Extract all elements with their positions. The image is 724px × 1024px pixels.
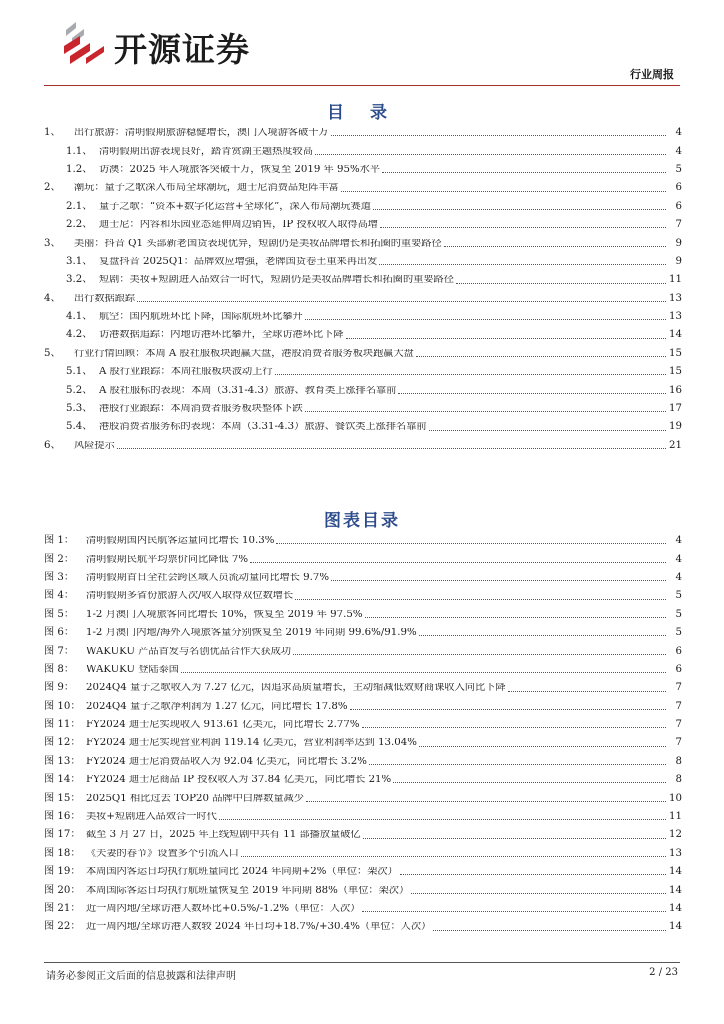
- toc-entry-number: 5.4、: [66, 421, 93, 433]
- toc-entry-number: 5.2、: [66, 384, 93, 396]
- toc-entry[interactable]: [44, 175, 682, 193]
- footer-divider: [44, 962, 680, 963]
- toc-entry-number: 1.1、: [66, 145, 93, 157]
- company-logo: [60, 18, 290, 68]
- figure-entry-leader-dots: [363, 838, 666, 839]
- toc-entry[interactable]: [44, 138, 682, 156]
- figure-entry-title: FY2024 迪士尼实现收入 913.61 亿美元，同比增长 2.77%: [86, 720, 360, 731]
- figure-entry-page: 6: [675, 663, 682, 675]
- figure-list: [44, 528, 682, 933]
- toc-entry-title: 港股行业跟踪：本周消费者服务板块整体下跌: [99, 404, 303, 415]
- toc-entry-leader-dots: [315, 154, 666, 155]
- toc-entry-page: 4: [675, 127, 682, 139]
- toc-entry-number: 1.2、: [66, 163, 93, 175]
- figure-entry-leader-dots: [293, 654, 666, 655]
- figure-entry[interactable]: [44, 914, 682, 932]
- toc-entry-leader-dots: [137, 301, 666, 302]
- figure-entry-leader-dots: [362, 911, 666, 912]
- figure-entry-title: 1-2 月澳门内地/海外入境旅客量分别恢复至 2019 年同期 99.6%/91.9%: [86, 628, 417, 639]
- toc-entry-page: 13: [669, 292, 682, 304]
- figure-entry[interactable]: [44, 602, 682, 620]
- figure-entry-number: 图 7：: [44, 645, 75, 657]
- page-number: 2 / 23: [649, 967, 678, 978]
- toc-entry-number: 4.2、: [66, 329, 93, 341]
- figure-entry-page: 4: [675, 535, 682, 547]
- toc-entry-leader-dots: [117, 448, 666, 449]
- toc-entry-page: 13: [669, 311, 682, 323]
- figure-entry[interactable]: [44, 804, 682, 822]
- toc-entry-number: 1、: [44, 127, 61, 139]
- toc-entry-leader-dots: [382, 172, 666, 173]
- toc-entry-number: 2、: [44, 182, 61, 194]
- toc-entry-page: 7: [675, 219, 682, 231]
- figure-entry-title: 清明假期国内民航客运量同比增长 10.3%: [86, 536, 275, 547]
- toc-entry-leader-dots: [379, 264, 666, 265]
- figure-entry-title: 截至 3 月 27 日，2025 年上线短剧中共有 11 部播放量破亿: [86, 830, 361, 841]
- toc-entry-page: 4: [675, 145, 682, 157]
- figure-entry-title: FY2024 迪士尼消费品收入为 92.04 亿美元，同比增长 3.2%: [86, 756, 367, 767]
- figure-entry-number: 图 1：: [44, 535, 75, 547]
- figure-entry-title: 2025Q1 相比过去 TOP20 品牌中白牌数量减少: [86, 793, 304, 804]
- toc-entry-title: 迪士尼：内容和乐园业态延伸周边销售，IP 授权收入取得高增: [99, 220, 378, 231]
- toc-entry-leader-dots: [398, 393, 666, 394]
- figure-entry[interactable]: [44, 620, 682, 638]
- toc-entry-title: A 股社服标的表现：本周（3.31-4.3）旅游、教育类上涨排名靠前: [99, 385, 397, 396]
- toc-entry-title: 短剧：美妆+短剧进入品效合一时代，短剧仍是美妆品牌增长和拓圈的重要路径: [99, 275, 454, 286]
- figure-entry-number: 图 20：: [44, 884, 81, 896]
- figure-entry-number: 图 5：: [44, 608, 75, 620]
- figure-entry[interactable]: [44, 785, 682, 803]
- toc-entry-page: 9: [675, 255, 682, 267]
- toc-entry-number: 3、: [44, 237, 61, 249]
- toc-entry-title: 港股消费者服务标的表现：本周（3.31-4.3）旅游、餐饮类上涨排名靠前: [99, 422, 427, 433]
- figure-entry-page: 5: [675, 608, 682, 620]
- figure-entry-number: 图 21：: [44, 903, 81, 914]
- toc-entry-title: 潮玩：量子之歌深入布局全球潮玩，迪士尼消费品矩阵丰富: [74, 183, 339, 194]
- figure-entry-leader-dots: [400, 874, 666, 875]
- toc-entry-leader-dots: [331, 135, 666, 136]
- figure-entry-leader-dots: [241, 856, 666, 857]
- toc-entry-page: 16: [669, 384, 682, 396]
- figure-entry-leader-dots: [369, 764, 666, 765]
- toc-entry-title: 航空：国内航班环比下降，国际航班环比攀升: [99, 312, 303, 323]
- figure-entry-title: 近一周内地/全球访港人数较 2024 年日均+18.7%/+30.4%（单位：人次）: [86, 922, 432, 933]
- figure-entry[interactable]: [44, 546, 682, 564]
- figure-entry-page: 7: [675, 700, 682, 712]
- figure-entry-leader-dots: [306, 801, 666, 802]
- figure-entry-number: 图 2：: [44, 553, 75, 565]
- figure-entry-page: 14: [669, 903, 682, 914]
- toc-entry[interactable]: [44, 267, 682, 285]
- kaiyuan-logo-mark-icon: [60, 18, 110, 68]
- toc-entry-page: 19: [669, 421, 682, 433]
- figure-entry-title: 《夫妻的春节》设置多个引流入口: [86, 848, 239, 859]
- toc-entry-leader-dots: [305, 319, 666, 320]
- toc-entry-number: 2.1、: [66, 200, 93, 212]
- figure-entry-page: 12: [669, 829, 682, 841]
- figure-entry-page: 8: [675, 755, 682, 767]
- toc-title: 目 录: [327, 103, 397, 123]
- toc-entry[interactable]: [44, 230, 682, 248]
- figure-entry-leader-dots: [365, 617, 666, 618]
- figure-entry-number: 图 4：: [44, 590, 75, 602]
- toc-entry-title: 量子之歌：“资本+数字化运营+全球化”，深入布局潮玩赛道: [99, 201, 371, 212]
- toc-entry-leader-dots: [275, 374, 666, 375]
- figure-entry-number: 图 12：: [44, 737, 81, 749]
- header-divider: [44, 85, 680, 86]
- toc-entry[interactable]: [44, 359, 682, 377]
- figure-entry[interactable]: [44, 841, 682, 859]
- toc-entry-number: 4、: [44, 292, 61, 304]
- figure-entry-leader-dots: [219, 819, 666, 820]
- toc-entry-title: 复盘抖音 2025Q1：品牌效应增强，老牌国货卷土重来再出发: [99, 256, 378, 267]
- figure-entry-title: WAKUKU 产品首发与名创优品合作大获成功: [86, 646, 292, 657]
- figure-entry[interactable]: [44, 565, 682, 583]
- figure-entry-number: 图 11：: [44, 719, 81, 731]
- figure-entry-page: 4: [675, 553, 682, 565]
- figure-entry-page: 14: [669, 884, 682, 896]
- toc-entry[interactable]: [44, 341, 682, 359]
- figure-entry[interactable]: [44, 583, 682, 601]
- figure-entry-page: 7: [675, 737, 682, 749]
- toc-entry[interactable]: [44, 414, 682, 432]
- figure-entry[interactable]: [44, 675, 682, 693]
- figure-entry-leader-dots: [433, 930, 666, 931]
- toc-entry[interactable]: [44, 377, 682, 395]
- figure-entry[interactable]: [44, 822, 682, 840]
- toc-entry-title: 出行旅游：清明假期旅游稳健增长，澳门入境游客破千万: [74, 128, 329, 139]
- toc-entry-leader-dots: [341, 191, 666, 192]
- toc-entry-page: 5: [675, 163, 682, 175]
- toc-entry-leader-dots: [456, 283, 666, 284]
- figure-entry[interactable]: [44, 712, 682, 730]
- figure-entry-leader-dots: [331, 580, 666, 581]
- figure-entry[interactable]: [44, 896, 682, 914]
- figure-entry-page: 7: [675, 682, 682, 694]
- toc-entry-number: 4.1、: [66, 311, 93, 323]
- figure-entry-title: 1-2 月澳门入境旅客同比增长 10%，恢复至 2019 年 97.5%: [86, 609, 363, 620]
- figure-entry-number: 图 13：: [44, 755, 81, 767]
- figure-entry-number: 图 10：: [44, 700, 81, 712]
- figure-entry[interactable]: [44, 638, 682, 656]
- page-header: [0, 0, 724, 90]
- toc-entry-page: 11: [669, 274, 682, 286]
- toc-entry-title: 美丽：抖音 Q1 头部新老国货表现优异，短剧仍是美妆品牌增长和拓圈的重要路径: [74, 238, 442, 249]
- toc-entry-number: 3.2、: [66, 274, 93, 286]
- toc-entry-leader-dots: [373, 209, 666, 210]
- figures-title: 图表目录: [324, 511, 400, 531]
- toc-entry-leader-dots: [380, 227, 666, 228]
- figure-entry-number: 图 19：: [44, 866, 81, 878]
- figure-entry-page: 4: [675, 571, 682, 583]
- toc-entry-leader-dots: [305, 411, 666, 412]
- toc-entry-page: 15: [669, 366, 682, 378]
- figure-entry-title: 本周国际客运日均执行航班量恢复至 2019 年同期 88%（单位：架次）: [86, 885, 410, 896]
- figure-entry[interactable]: [44, 694, 682, 712]
- figure-entry-title: 2024Q4 量子之歌收入为 7.27 亿元，因追求高质量增长，主动缩减低效财商课收入同比下降: [86, 683, 506, 694]
- toc-entry-page: 6: [675, 182, 682, 194]
- figure-entry-page: 8: [675, 774, 682, 786]
- figure-entry[interactable]: [44, 749, 682, 767]
- figure-entry-page: 6: [675, 645, 682, 657]
- toc-list: [44, 120, 682, 451]
- toc-entry-page: 14: [669, 329, 682, 341]
- figure-entry-leader-dots: [419, 746, 666, 747]
- figure-entry-title: 本周国内客运日均执行航班量同比 2024 年同期+2%（单位：架次）: [86, 867, 398, 878]
- figure-entry-leader-dots: [350, 709, 666, 710]
- logo-text: 开源证券: [114, 30, 250, 69]
- figure-entry-title: 近一周内地/全球访港人数环比+0.5%/-1.2%（单位：人次）: [86, 904, 361, 914]
- figure-entry[interactable]: [44, 730, 682, 748]
- figure-entry-title: 清明假期首日全社会跨区域人员流动量同比增长 9.7%: [86, 572, 330, 583]
- figure-entry-leader-dots: [411, 893, 666, 894]
- figure-entry-number: 图 9：: [44, 682, 75, 694]
- figure-entry-title: FY2024 迪士尼商品 IP 授权收入为 37.84 亿美元，同比增长 21%: [86, 775, 392, 786]
- toc-entry-title: 风险提示: [74, 440, 115, 451]
- toc-entry-page: 21: [669, 439, 682, 451]
- figure-entry-number: 图 17：: [44, 829, 81, 841]
- toc-entry[interactable]: [44, 194, 682, 212]
- toc-entry-title: 访港数据追踪：内地访港环比攀升，全球访港环比下降: [99, 330, 344, 341]
- figure-entry-leader-dots: [419, 635, 666, 636]
- figure-entry-number: 图 15：: [44, 792, 81, 804]
- toc-entry[interactable]: [44, 212, 682, 230]
- figure-entry-page: 14: [669, 866, 682, 878]
- figure-entry[interactable]: [44, 877, 682, 895]
- toc-entry-page: 6: [675, 200, 682, 212]
- toc-entry[interactable]: [44, 286, 682, 304]
- toc-entry-number: 5、: [44, 347, 61, 359]
- toc-entry[interactable]: [44, 322, 682, 340]
- figure-entry[interactable]: [44, 859, 682, 877]
- figure-entry-page: 10: [669, 792, 682, 804]
- figure-entry-number: 图 8：: [44, 663, 75, 675]
- toc-entry-number: 5.3、: [66, 403, 93, 415]
- figure-entry[interactable]: [44, 657, 682, 675]
- toc-entry[interactable]: [44, 304, 682, 322]
- figure-entry-leader-dots: [393, 782, 666, 783]
- figure-entry-title: 清明假期多省份旅游人次/收入取得双位数增长: [86, 591, 294, 602]
- toc-entry-number: 2.2、: [66, 219, 93, 231]
- toc-entry[interactable]: [44, 157, 682, 175]
- toc-entry-number: 6、: [44, 439, 61, 451]
- figure-entry-page: 7: [675, 719, 682, 731]
- figure-entry-number: 图 6：: [44, 627, 75, 639]
- figure-entry-number: 图 18：: [44, 847, 81, 859]
- report-type-label: 行业周报: [630, 68, 674, 81]
- toc-entry-title: A 股行业跟踪：本周社服板块波动上行: [99, 367, 273, 378]
- toc-entry-title: 出行数据跟踪: [74, 293, 136, 304]
- figure-entry-title: 美妆+短剧进入品效合一时代: [86, 812, 217, 823]
- figure-entry-page: 5: [675, 590, 682, 602]
- toc-entry-leader-dots: [346, 338, 667, 339]
- toc-entry-leader-dots: [444, 246, 666, 247]
- toc-entry[interactable]: [44, 120, 682, 138]
- figure-entry-page: 11: [669, 811, 682, 823]
- toc-entry-page: 15: [669, 347, 682, 359]
- toc-entry-leader-dots: [429, 430, 666, 431]
- figure-entry-page: 14: [669, 921, 682, 933]
- figure-entry-leader-dots: [295, 599, 666, 600]
- figure-entry-title: WAKUKU 登陆泰国: [86, 664, 179, 675]
- toc-entry-page: 17: [669, 403, 682, 415]
- toc-entry-leader-dots: [416, 356, 666, 357]
- figure-entry-number: 图 16：: [44, 811, 81, 823]
- toc-entry-title: 行业行情回顾：本周 A 股社服板块跑赢大盘，港股消费者服务板块跑赢大盘: [74, 348, 414, 359]
- toc-entry-number: 3.1、: [66, 255, 93, 267]
- toc-entry-title: 访澳：2025 年入境旅客突破千万，恢复至 2019 年 95%水平: [99, 164, 381, 175]
- figure-entry[interactable]: [44, 528, 682, 546]
- toc-entry[interactable]: [44, 433, 682, 451]
- figure-entry-title: FY2024 迪士尼实现营业利润 119.14 亿美元，营业利润率达到 13.04%: [86, 738, 417, 749]
- toc-entry-title: 清明假期出游表现良好，踏青赏湖主题热度较高: [99, 146, 313, 157]
- figure-entry-number: 图 14：: [44, 774, 81, 786]
- figure-entry-number: 图 22：: [44, 921, 81, 933]
- figure-entry-number: 图 3：: [44, 571, 75, 583]
- figure-entry[interactable]: [44, 767, 682, 785]
- toc-entry-number: 5.1、: [66, 366, 93, 378]
- figure-entry-leader-dots: [181, 672, 666, 673]
- figure-entry-leader-dots: [250, 562, 666, 563]
- figure-entry-leader-dots: [508, 691, 666, 692]
- footer-disclaimer: 请务必参阅正文后面的信息披露和法律声明: [46, 971, 236, 982]
- figure-entry-page: 13: [669, 847, 682, 859]
- figure-entry-title: 清明假期民航平均票价同比降低 7%: [86, 554, 249, 565]
- figure-entry-page: 5: [675, 627, 682, 639]
- toc-entry[interactable]: [44, 249, 682, 267]
- figure-entry-leader-dots: [276, 543, 666, 544]
- toc-entry[interactable]: [44, 396, 682, 414]
- figure-entry-title: 2024Q4 量子之歌净利润为 1.27 亿元，同比增长 17.8%: [86, 701, 348, 712]
- toc-entry-page: 9: [675, 237, 682, 249]
- figure-entry-leader-dots: [362, 727, 667, 728]
